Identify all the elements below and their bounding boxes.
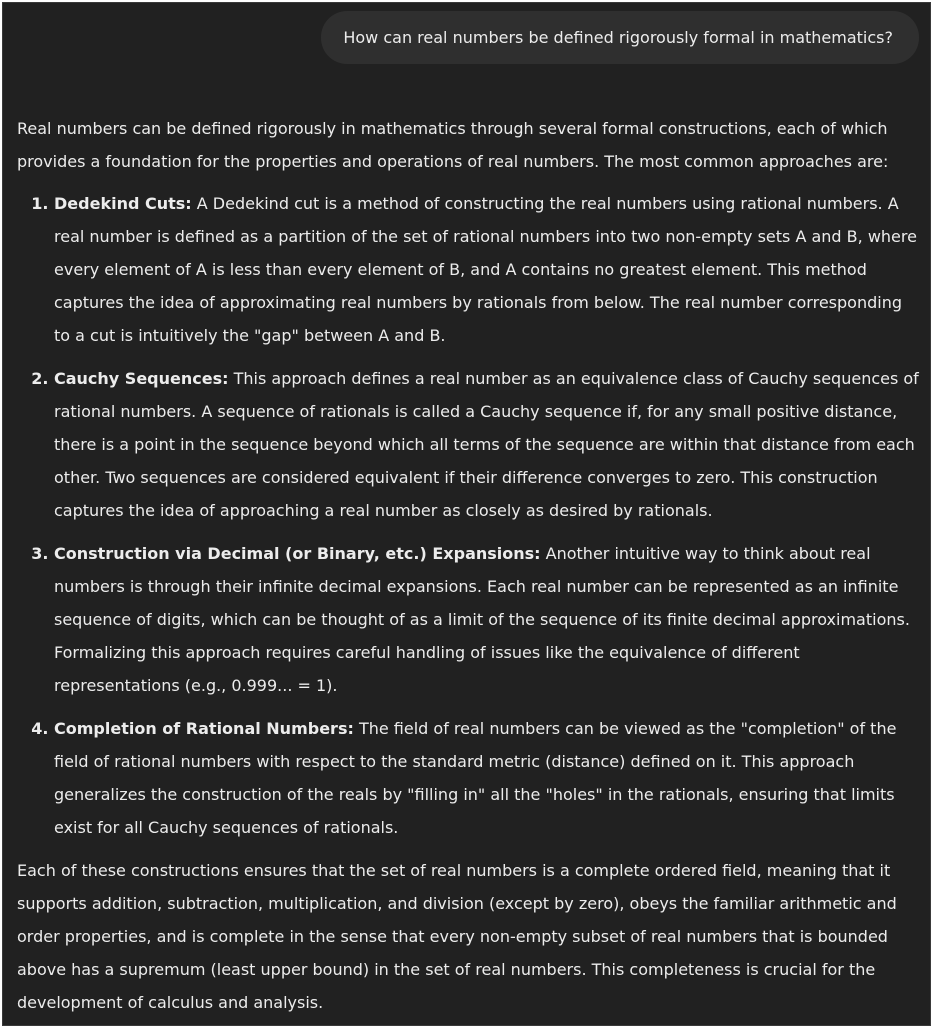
user-message-bubble: How can real numbers be defined rigorously formal in mathematics? bbox=[321, 11, 919, 64]
list-item-title: Cauchy Sequences: bbox=[54, 369, 229, 388]
list-item-title: Dedekind Cuts: bbox=[54, 194, 192, 213]
list-item-title: Completion of Rational Numbers: bbox=[54, 719, 354, 738]
list-item bbox=[54, 537, 923, 702]
list-item bbox=[54, 712, 923, 844]
list-item-text: Another intuitive way to think about real numbers is through their infinite decimal expansions. Each real number can be represented as an infinite sequence of digits, which can be thought of as a limit of the sequence of its finite decimal approximations. Formalizing this approach requires careful handling of issues like the equivalence of different representations (e.g., 0.999... = 1). bbox=[54, 544, 910, 695]
response-conclusion: Each of these constructions ensures that the set of real numbers is a complete ordered field, meaning that it supports addition, subtraction, multiplication, and division (except by zero), obeys the familiar arithmetic and order properties, and is complete in the sense that every non-empty subset of real numbers that is bounded above has a supremum (least upper bound) in the set of real numbers. This completeness is crucial for the development of calculus and analysis. bbox=[17, 861, 897, 1012]
assistant-response bbox=[17, 112, 923, 1019]
list-item bbox=[54, 362, 923, 527]
list-item-title: Construction via Decimal (or Binary, etc.) Expansions: bbox=[54, 544, 541, 563]
construction-list bbox=[17, 187, 923, 844]
list-item bbox=[54, 187, 923, 352]
list-item-text: This approach defines a real number as an equivalence class of Cauchy sequences of rational numbers. A sequence of rationals is called a Cauchy sequence if, for any small positive distance, there is a point in the sequence beyond which all terms of the sequence are within that distance from each other. Two sequences are considered equivalent if their difference converges to zero. This construction captures the idea of approaching a real number as closely as desired by rationals. bbox=[54, 369, 919, 520]
chat-window bbox=[2, 2, 931, 1026]
list-item-text: A Dedekind cut is a method of constructing the real numbers using rational numbers. A real number is defined as a partition of the set of rational numbers into two non-empty sets A and B, where every element of A is less than every element of B, and A contains no greatest element. This method captures the idea of approximating real numbers by rationals from below. The real number corresponding to a cut is intuitively the "gap" between A and B. bbox=[54, 194, 917, 345]
list-item-text: The field of real numbers can be viewed as the "completion" of the field of rational numbers with respect to the standard metric (distance) defined on it. This approach generalizes the construction of the reals by "filling in" all the "holes" in the rationals, ensuring that limits exist for all Cauchy sequences of rationals. bbox=[54, 719, 897, 837]
response-intro: Real numbers can be defined rigorously in mathematics through several formal constructions, each of which provides a foundation for the properties and operations of real numbers. The most common approaches are: bbox=[17, 119, 889, 171]
